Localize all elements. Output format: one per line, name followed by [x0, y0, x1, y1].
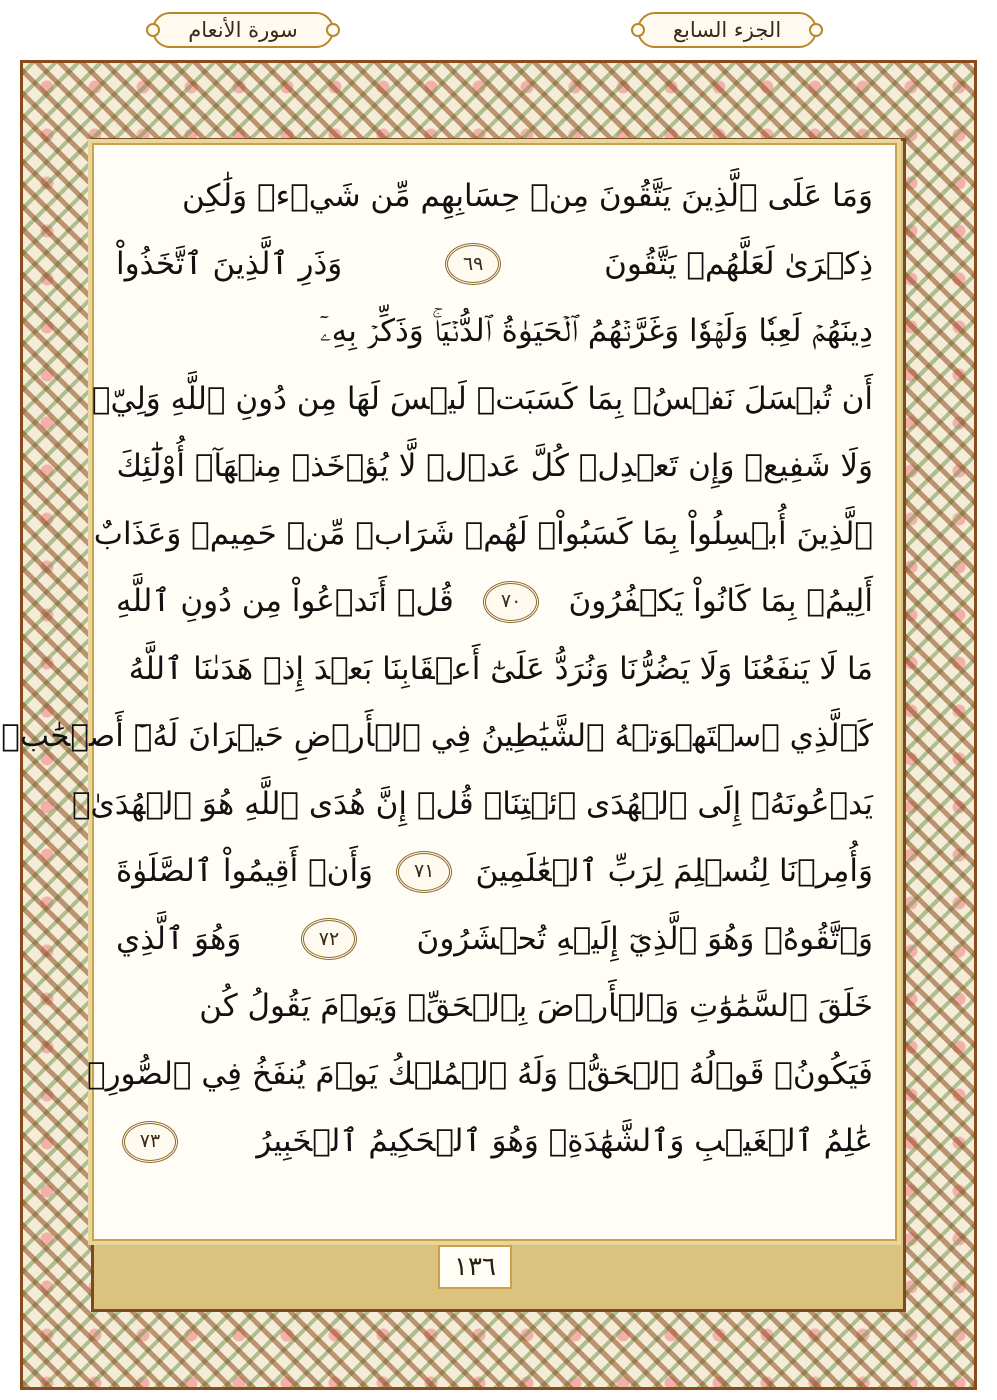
- verse-text: وَأُمِرۡنَا لِنُسۡلِمَ لِرَبِّ ٱلۡعَٰلَمِينَ: [475, 853, 873, 889]
- verse-line: [116, 973, 873, 1041]
- verse-text: وَأَنۡ أَقِيمُواْ ٱلصَّلَوٰةَ: [116, 853, 374, 889]
- verse-line: [116, 231, 873, 299]
- verse-line: [116, 838, 873, 906]
- verse-text: ذِكۡرَىٰ لَعَلَّهُمۡ يَتَّقُونَ: [604, 245, 873, 282]
- juz-name: الجزء السابع: [672, 18, 782, 42]
- surah-name: سورة الأنعام: [188, 18, 298, 42]
- verse-text: وَمَا عَلَى ٱلَّذِينَ يَتَّقُونَ مِنۡ حِسَابِهِم مِّن شَيۡءٖ وَلَٰكِن: [182, 178, 873, 214]
- verse-text: أَلِيمُۢ بِمَا كَانُواْ يَكۡفُرُونَ: [568, 583, 873, 619]
- page-number: ١٣٦: [454, 1252, 496, 1282]
- ayah-number-marker: ٦٩: [445, 243, 501, 285]
- verse-line: [86, 1041, 873, 1109]
- verse-text: وَهُوَ ٱلَّذِي: [116, 920, 242, 957]
- verse-text: دِينَهُمۡ لَعِبٗا وَلَهۡوٗا وَغَرَّتۡهُمُ ٱلۡحَيَوٰةُ ٱلدُّنۡيَاۚ وَذَكِّرۡ بِهِۦٓ: [319, 313, 873, 349]
- verse-line: [91, 366, 873, 434]
- verse-text: يَدۡعُونَهُۥٓ إِلَى ٱلۡهُدَى ٱئۡتِنَاۗ قُلۡ إِنَّ هُدَى ٱللَّهِ هُوَ ٱلۡهُدَىٰۖ: [71, 785, 873, 822]
- ayah-number-marker: ٧٣: [122, 1121, 178, 1163]
- ayah-number-marker: ٧١: [396, 851, 452, 893]
- verse-line: [116, 568, 873, 636]
- verse-text: عَٰلِمُ ٱلۡغَيۡبِ وَٱلشَّهَٰدَةِۚ وَهُوَ ٱلۡحَكِيمُ ٱلۡخَبِيرُ: [256, 1123, 873, 1159]
- verse-line: [116, 433, 873, 501]
- page-number-box: [438, 1245, 512, 1289]
- verse-text: كَٱلَّذِي ٱسۡتَهۡوَتۡهُ ٱلشَّيَٰطِينُ فِي ٱلۡأَرۡضِ حَيۡرَانَ لَهُۥٓ أَصۡحَٰبٞ: [1, 718, 873, 754]
- verse-line: [1, 703, 873, 771]
- verse-line: [116, 163, 873, 231]
- verse-text: ٱلَّذِينَ أُبۡسِلُواْ بِمَا كَسَبُواْۖ لَهُمۡ شَرَابٞ مِّنۡ حَمِيمٖ وَعَذَابٌ: [93, 515, 873, 552]
- verse-line: [116, 298, 873, 366]
- verse-text: مَا لَا يَنفَعُنَا وَلَا يَضُرُّنَا وَنُرَدُّ عَلَىٰٓ أَعۡقَابِنَا بَعۡدَ إِذۡ هَدَىٰنَا ٱللَّهُ: [128, 650, 873, 687]
- verse-text: أَن تُبۡسَلَ نَفۡسُۢ بِمَا كَسَبَتۡ لَيۡسَ لَهَا مِن دُونِ ٱللَّهِ وَلِيّٞ: [91, 380, 873, 417]
- verse-line: [116, 1108, 873, 1176]
- verse-text: فَيَكُونُۚ قَوۡلُهُ ٱلۡحَقُّۚ وَلَهُ ٱلۡمُلۡكُ يَوۡمَ يُنفَخُ فِي ٱلصُّورِۚ: [86, 1055, 873, 1092]
- verse-text: قُلۡ أَنَدۡعُواْ مِن دُونِ ٱللَّهِ: [116, 583, 454, 619]
- juz-name-cartouche: [637, 12, 817, 48]
- verse-line: [116, 906, 873, 974]
- surah-name-cartouche: [152, 12, 334, 48]
- verse-text: وَٱتَّقُوهُۚ وَهُوَ ٱلَّذِيٓ إِلَيۡهِ تُحۡشَرُونَ: [416, 920, 873, 957]
- verse-lines: [1, 145, 895, 1239]
- ayah-number-marker: ٧٠: [483, 581, 539, 623]
- verse-line: [71, 771, 873, 839]
- verse-line: [116, 636, 873, 704]
- verse-text: وَذَرِ ٱلَّذِينَ ٱتَّخَذُواْ: [116, 245, 343, 282]
- verse-text: وَلَا شَفِيعٞ وَإِن تَعۡدِلۡ كُلَّ عَدۡلٖ لَّا يُؤۡخَذۡ مِنۡهَآۗ أُوْلَٰٓئِكَ: [116, 448, 873, 484]
- verse-text: خَلَقَ ٱلسَّمَٰوَٰتِ وَٱلۡأَرۡضَ بِٱلۡحَقِّۖ وَيَوۡمَ يَقُولُ كُن: [199, 988, 873, 1024]
- quran-text-panel: [1, 143, 897, 1241]
- verse-line: [93, 501, 873, 569]
- ayah-number-marker: ٧٢: [301, 918, 357, 960]
